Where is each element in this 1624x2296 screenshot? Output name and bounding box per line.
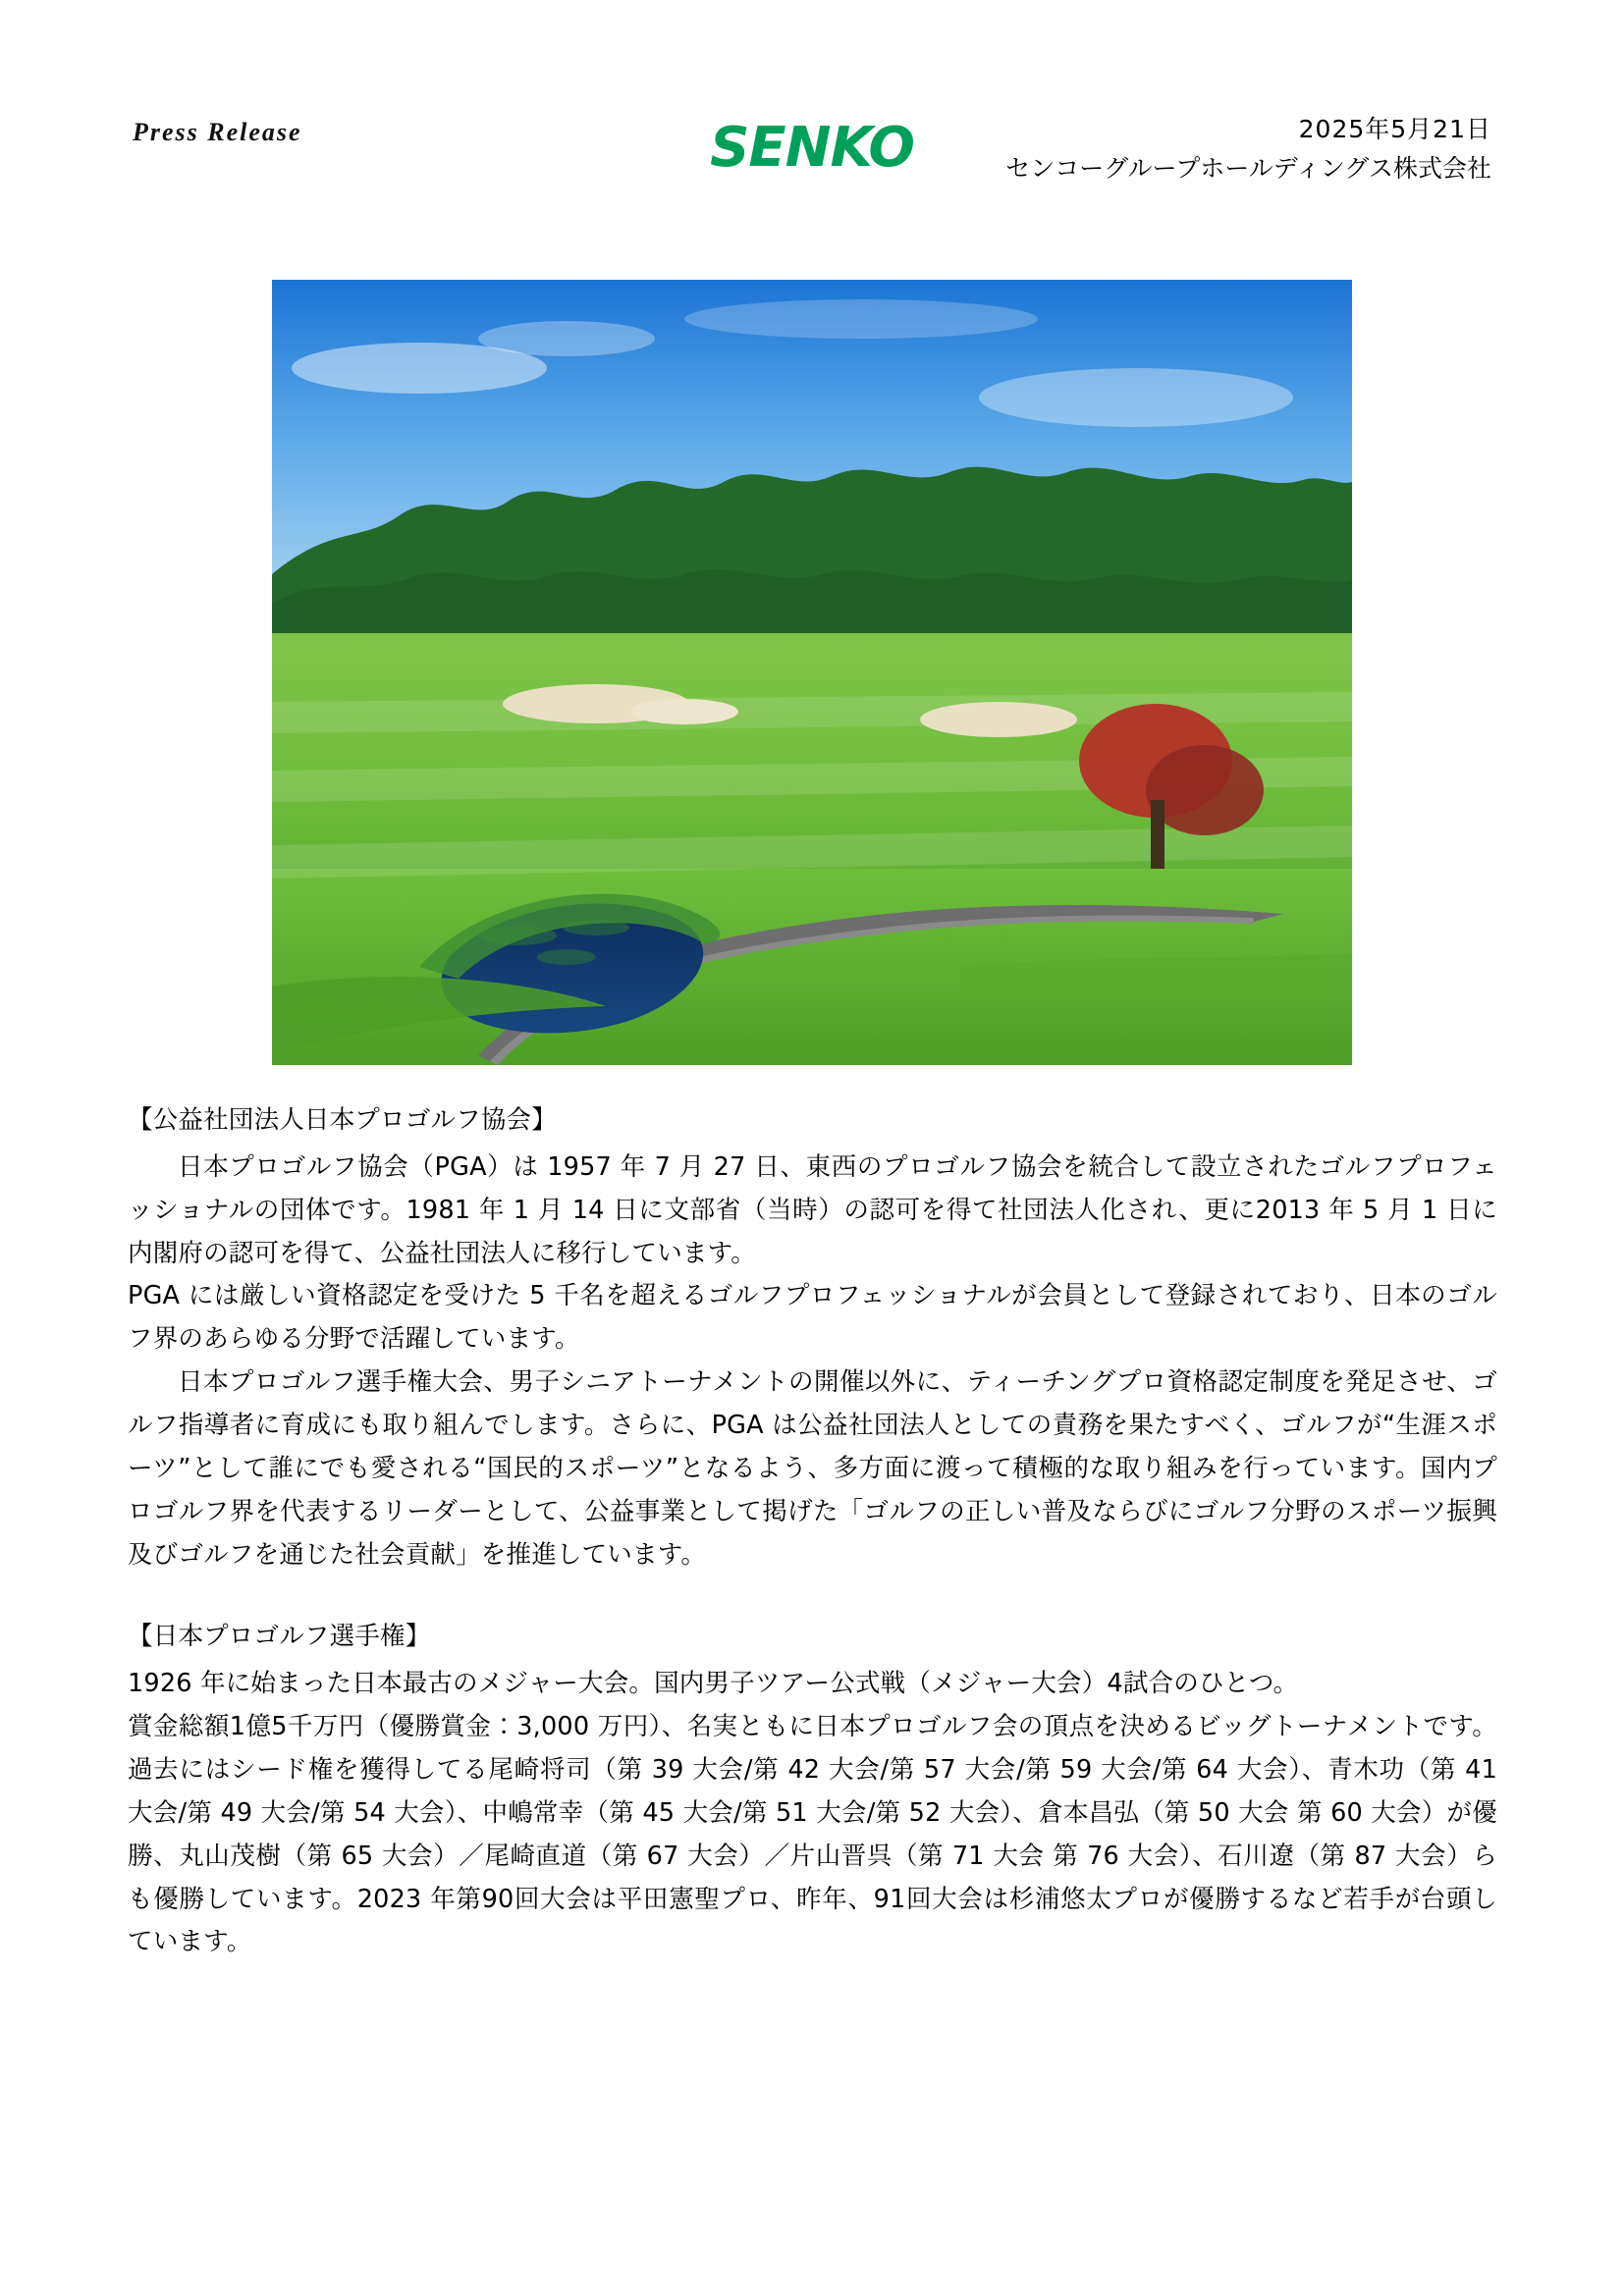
press-release-label: Press Release: [133, 118, 302, 146]
document-body: [128, 1099, 1497, 1964]
company-name: センコーグループホールディングス株式会社: [1005, 154, 1491, 183]
document-header: [0, 0, 1624, 183]
header-meta: [1005, 110, 1491, 188]
paragraph-pga-3: 日本プロゴルフ選手権大会、男子シニアトーナメントの開催以外に、ティーチングプロ資格認定制度を発足させ、ゴルフ指導者に育成にも取り組んでします。さらに、PGA は公益社団法人としての責務を果たすべく、ゴルフが“生涯スポーツ”として誰にでも愛される“国民的スポーツ”となるよう、多方面に渡って積極的な取り組みを行っています。国内プロゴルフ界を代表するリーダーとして、公益事業として掲げた「ゴルフの正しい普及ならびにゴルフ分野のスポーツ振興及びゴルフを通じた社会貢献」を推進しています。: [128, 1367, 1497, 1570]
paragraph-championship-1: 1926 年に始まった日本最古のメジャー大会。国内男子ツアー公式戦（メジャー大会）4試合のひとつ。: [128, 1669, 1299, 1699]
section-pga: [128, 1099, 1497, 1576]
golf-course-illustration: [272, 280, 1352, 1065]
paragraph-championship-2: 賞金総額1億5千万円（優勝賞金：3,000 万円）、名実ともに日本プロゴルフ会の頂点を決めるビッグトーナメントです。過去にはシード権を獲得してる尾崎将司（第 39 大会/第 42 大会/第 57 大会/第 59 大会/第 64 大会）、青木功（第 41 大会/第 49 大会/第 54 大会）、中嶋常幸（第 45 大会/第 51 大会/第 52 大会）、倉本昌弘（第 50 大会 第 60 大会）が優勝、丸山茂樹（第 65 大会）／尾崎直道（第 67 大会）／片山晋呉（第 71 大会 第 76 大会）、石川遼（第 87 大会）らも優勝しています。2023 年第90回大会は平田憲聖プロ、昨年、91回大会は杉浦悠太プロが優勝するなど若手が台頭しています。: [128, 1712, 1497, 1957]
section-heading-pga: 【公益社団法人日本プロゴルフ協会】: [128, 1105, 557, 1135]
release-date: 2025年5月21日: [1298, 115, 1491, 143]
senko-logo: SENKO: [710, 116, 914, 180]
section-championship: [128, 1616, 1497, 1964]
paragraph-pga-2: PGA には厳しい資格認定を受けた 5 千名を超えるゴルフプロフェッショナルが会員として登録されており、日本のゴルフ界のあらゆる分野で活躍しています。: [128, 1281, 1497, 1355]
golf-course-photo: [272, 280, 1352, 1065]
section-heading-championship: 【日本プロゴルフ選手権】: [128, 1622, 431, 1652]
paragraph-pga-1: 日本プロゴルフ協会（PGA）は 1957 年 7 月 27 日、東西のプロゴルフ協会を統合して設立されたゴルフプロフェッショナルの団体です。1981 年 1 月 14 日に文部省（当時）の認可を得て社団法人化され、更に2013 年 5 月 1 日に内閣府の認可を得て、公益社団法人に移行しています。: [128, 1151, 1497, 1268]
